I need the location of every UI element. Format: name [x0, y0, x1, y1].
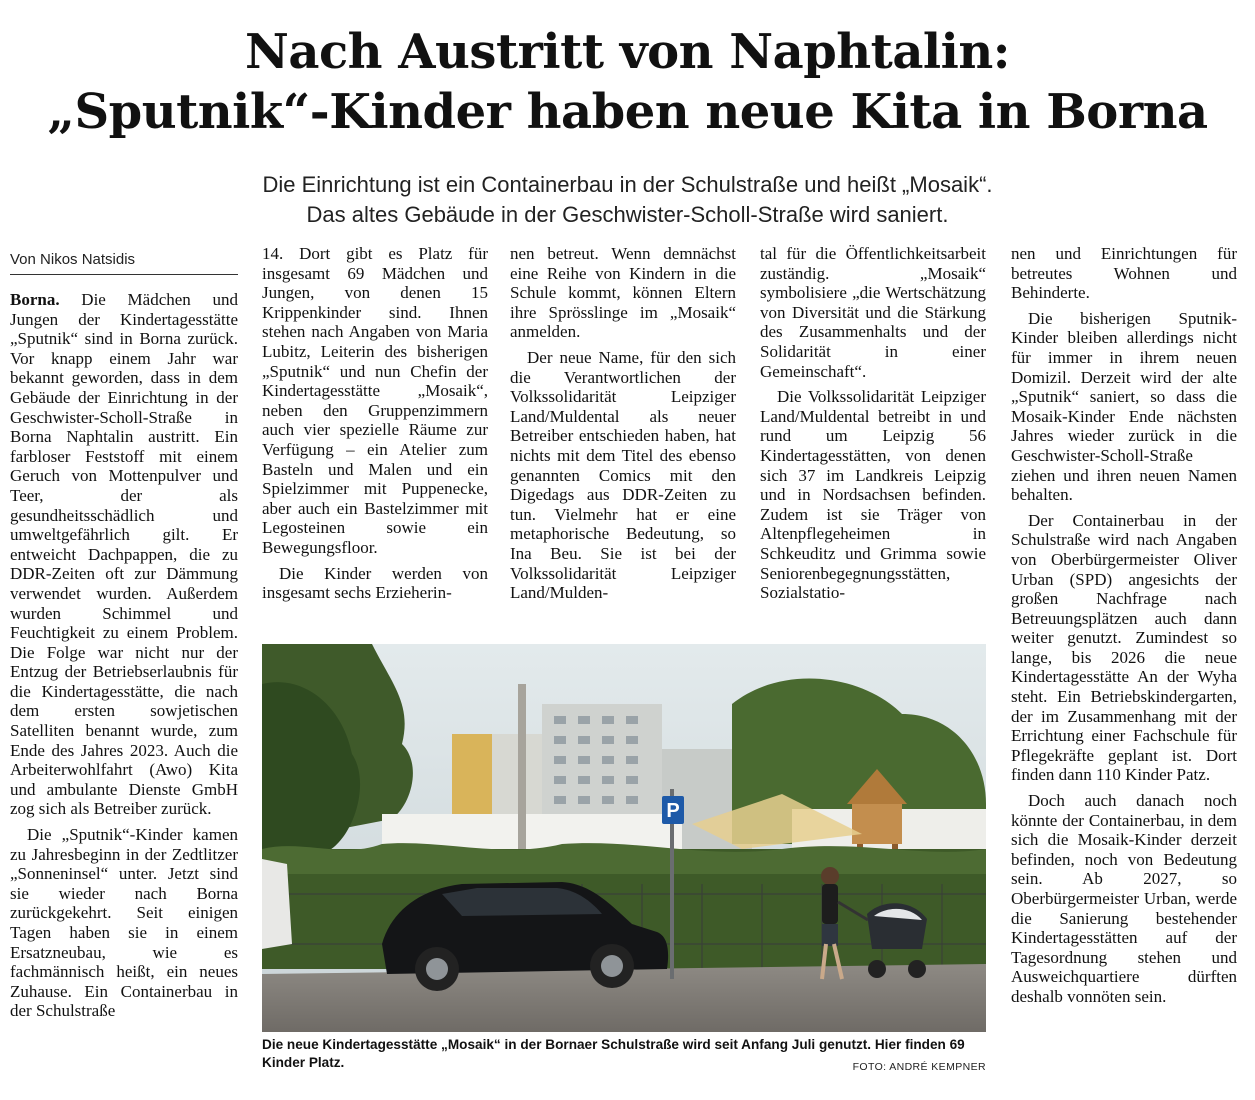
- article-column-3: [510, 244, 736, 603]
- article-photo: [262, 644, 986, 1032]
- paragraph: Die bisherigen Sputnik-Kinder bleiben allerdings nicht für immer in ihrem neuen Domizil. Derzeit wird der alte „Sputnik“ saniert, so dass die Mosaik-Kinder Ende nächsten Jahres wieder zurück in die Geschwister-Scholl-Straße ziehen und ihren neuen Namen behalten.: [1011, 308, 1237, 505]
- paragraph-text: Die Mädchen und Jungen der Kindertagesstätte „Sputnik“ sind in Borna zurück. Vor knapp einem Jahr war bekannt geworden, dass in dem Gebäude der Einrichtung in der Geschwister-Scholl-Straße in Borna Naphtalin austritt. Ein farbloser Feststoff mit einem Geruch von Mottenpulver und Teer, der als gesundheitsschädlich und umweltgefährlich gilt. Er entweicht Dachpappen, die zu DDR-Zeiten oft zur Dämmung verwendet wurden. Außerdem wurden Schimmel und Feuchtigkeit zu einem Problem. Die Folge war nicht nur der Entzug der Betriebserlaubnis für die Kindertagesstätte, die nach dem ersten sowjetischen Satelliten benannt wurde, zum Ende des Jahres 2023. Auch die Arbeiterwohlfahrt (Awo) Kita und ambulante Dienste GmbH zog sich als Betreiber zurück.: [10, 290, 238, 819]
- paragraph: [10, 290, 238, 819]
- article-column-5: [1011, 244, 1237, 1007]
- paragraph: Die „Sputnik“-Kinder kamen zu Jahresbeginn in der Zedtlitzer „Sonneninsel“ unter. Jetzt sind sie wieder nach Borna zurückgekehrt. Seit einigen Tagen haben sie in einem Ersatzneubau, wie es fachmännisch heißt, ein neues Zuhause. Ein Containerbau in der Schulstraße: [10, 825, 238, 1021]
- photo-credit: FOTO: ANDRÉ KEMPNER: [852, 1061, 986, 1073]
- article-column-4: [760, 244, 986, 603]
- paragraph: Der neue Name, für den sich die Verantwortlichen der Volkssolidarität Leipziger Land/Muldental als neuer Betreiber entschieden haben, hat nichts mit dem Titel des ebenso genannten Comics mit den Digedags aus DDR-Zeiten zu tun. Vielmehr hat er eine metaphorische Bedeutung, so Ina Beu. Sie ist bei der Volkssolidarität Leipziger Land/Mulden-: [510, 347, 736, 603]
- paragraph: nen und Einrichtungen für betreutes Wohnen und Behinderte.: [1011, 244, 1237, 303]
- paragraph: Doch auch danach noch könnte der Containerbau, in dem sich die Mosaik-Kinder derzeit befinden, noch von Bedeutung sein. Ab 2027, so Oberbürgermeister Urban, werde die Sanierung bestehender Kindertagesstätten auf der Tagesordnung stehen und Ausweichquartiere dürften deshalb vonnöten sein.: [1011, 791, 1237, 1006]
- article-column-2: [262, 244, 488, 603]
- byline: Von Nikos Natsidis: [10, 250, 238, 275]
- headline: [0, 22, 1255, 142]
- headline-line-2: „Sputnik“-Kinder haben neue Kita in Borna: [47, 84, 1208, 140]
- subhead-line-2: Das altes Gebäude in der Geschwister-Scholl-Straße wird saniert.: [306, 202, 949, 227]
- article-column-1: [10, 290, 238, 1021]
- paragraph: Die Volkssolidarität Leipziger Land/Muldental betreibt in und rund um Leipzig 56 Kindertagesstätten, von denen sich 37 im Landkreis Leipzig und in Nordsachsen befinden. Zudem ist sie Träger von Altenpflegeheimen in Schkeuditz und Grimma sowie Seniorenbegegnungsstätten, Sozialstatio-: [760, 387, 986, 603]
- paragraph: 14. Dort gibt es Platz für insgesamt 69 Mädchen und Jungen, von denen 15 Krippenkinder sind. Ihnen stehen nach Angaben von Maria Lubitz, Leiterin des bisherigen „Sputnik“ und nun Chefin der Kindertagesstätte „Mosaik“, neben den Gruppenzimmern auch vier spezielle Räume zur Verfügung – ein Atelier zum Basteln und Malen und ein Spielzimmer mit Puppenecke, aber auch ein Bastelzimmer mit Legosteinen sowie ein Bewegungsfloor.: [262, 244, 488, 557]
- paragraph: Der Containerbau in der Schulstraße wird nach Angaben von Oberbürgermeister Oliver Urban (SPD) angesichts der großen Nachfrage nach Betreuungsplätzen auch dann weiter genutzt. Zumindest so lange, bis 2026 die neue Kindertagesstätte An der Wyha steht. Ein Betriebskindergarten, der im Zusammenhang mit der Errichtung einer Fachschule für Pflegekräfte geplant ist. Dort finden dann 110 Kinder Patz.: [1011, 510, 1237, 785]
- paragraph: Die Kinder werden von insgesamt sechs Erzieherin-: [262, 563, 488, 603]
- dateline: Borna.: [10, 290, 60, 309]
- photo-caption: Die neue Kindertagesstätte „Mosaik“ in der Bornaer Schulstraße wird seit Anfang Juli genutzt. Hier finden 69 Kinder Platz.: [262, 1037, 965, 1070]
- paragraph: tal für die Öffentlichkeitsarbeit zuständig. „Mosaik“ symbolisiere „die Wertschätzung von Diversität und die Stärkung des Zusammenhalts und der Solidarität in einer Gemeinschaft“.: [760, 244, 986, 381]
- headline-line-1: Nach Austritt von Naphtalin:: [244, 24, 1011, 80]
- subhead-line-1: Die Einrichtung ist ein Containerbau in der Schulstraße und heißt „Mosaik“.: [262, 172, 993, 197]
- subheadline: [0, 170, 1255, 230]
- parking-sign-label: P: [666, 800, 680, 822]
- paragraph: nen betreut. Wenn demnächst eine Reihe von Kindern in die Schule kommt, können Eltern ihre Sprösslinge im „Mosaik“ anmelden.: [510, 244, 736, 342]
